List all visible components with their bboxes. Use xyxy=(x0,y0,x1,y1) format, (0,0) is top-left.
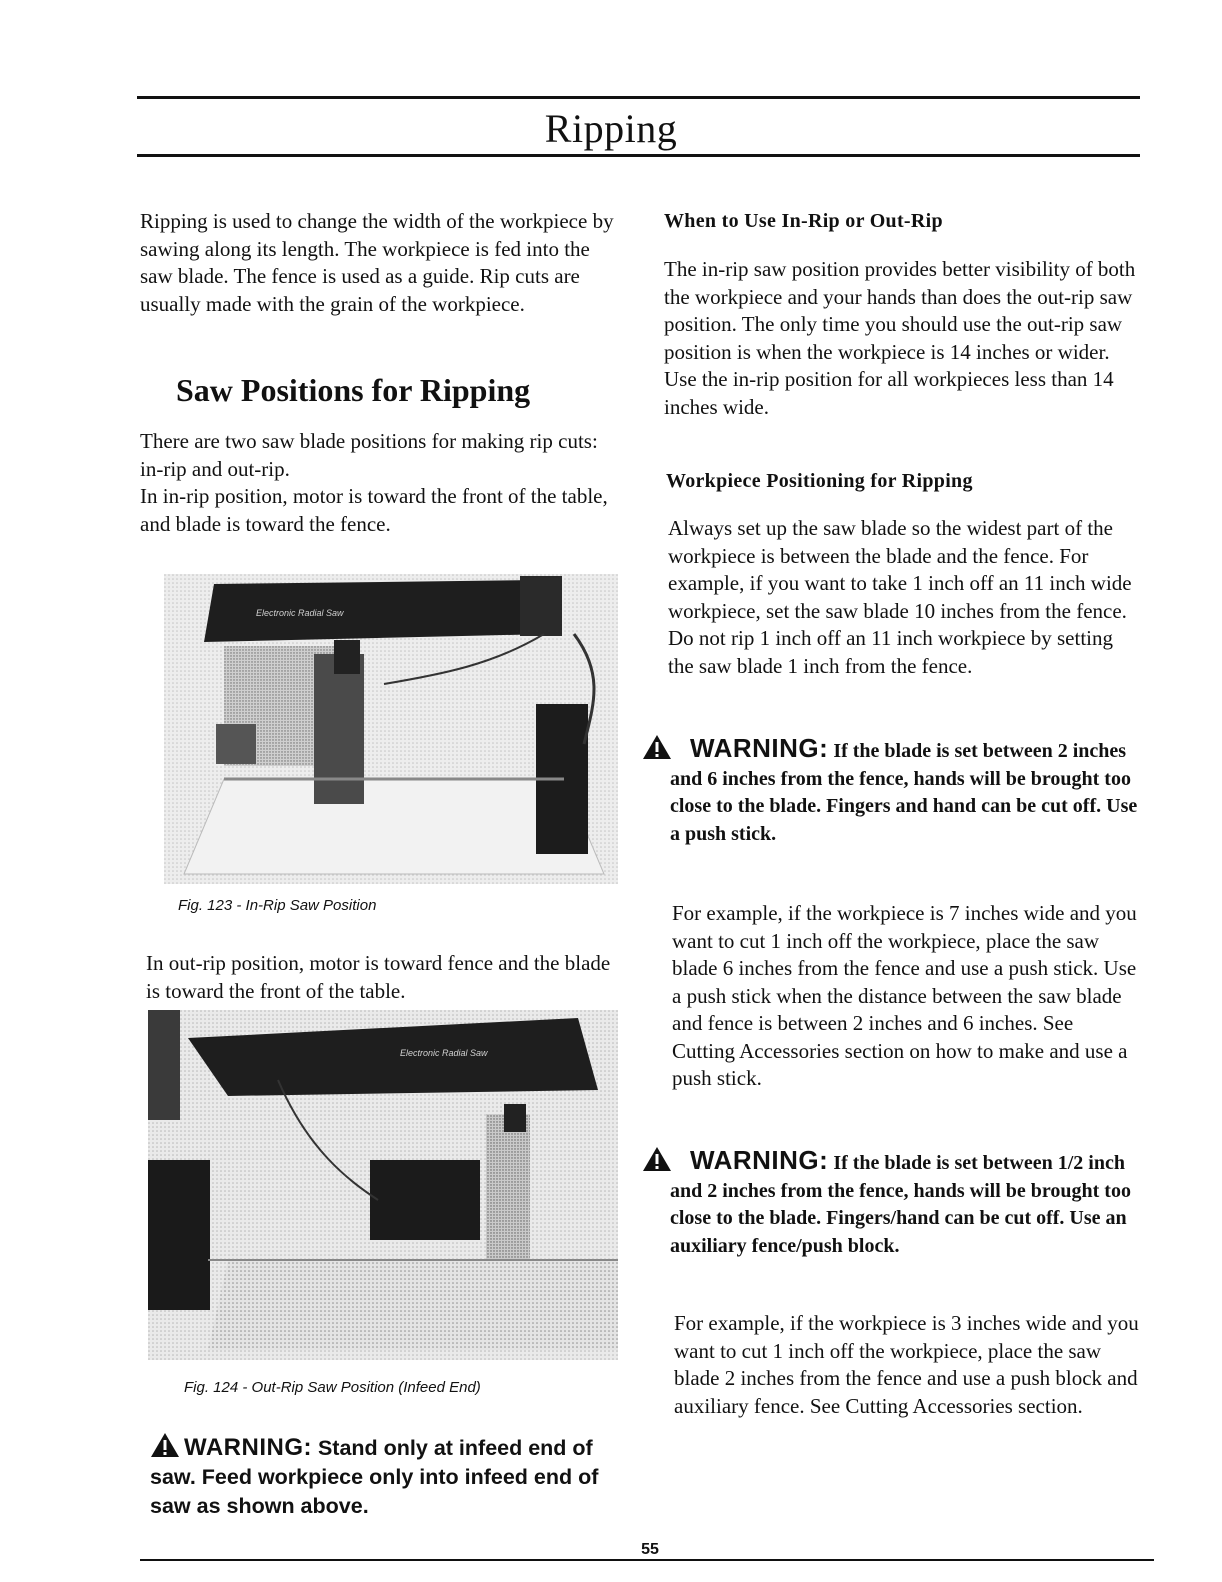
left-positions-block xyxy=(140,428,618,538)
right-warning-1 xyxy=(656,734,1140,848)
positions-paragraph: There are two saw blade positions for making rip cuts: in-rip and out-rip. xyxy=(140,429,598,481)
left-warning-label: WARNING: xyxy=(184,1434,312,1461)
outrip-paragraph: In out-rip position, motor is toward fence and the blade is toward the front of the table. xyxy=(146,951,611,1003)
positioning-heading: Workpiece Positioning for Ripping xyxy=(666,470,973,492)
intro-paragraph: Ripping is used to change the width of the workpiece by sawing along its length. The workpiece is fed into the saw blade. The fence is used as a guide. Rip cuts are usually made with the grain of the workpiece. xyxy=(140,209,614,316)
fig1-caption: Fig. 123 - In-Rip Saw Position xyxy=(178,897,377,914)
fig2-photo-label: Electronic Radial Saw xyxy=(400,1048,488,1058)
left-heading-block xyxy=(176,370,616,410)
when-paragraph: The in-rip saw position provides better visibility of both the workpiece and your hands than does the out-rip saw position. The only time you should use the out-rip saw position is when the workpiece is 14 inches or wider. Use the in-rip position for all workpieces less than 14 inches wide. xyxy=(664,257,1136,419)
fig1-caption-block xyxy=(178,896,578,916)
left-column xyxy=(140,208,618,318)
right-warning-2 xyxy=(656,1146,1140,1260)
example2-paragraph: For example, if the workpiece is 3 inches wide and you want to cut 1 inch off the workpiece, place the saw blade 2 inches from the fence and use a push block and auxiliary fence. See Cutting Accessories section. xyxy=(674,1311,1139,1418)
top-rule xyxy=(137,96,1140,99)
left-warning-block xyxy=(150,1432,624,1521)
right-warning-2-label: WARNING: xyxy=(690,1145,829,1175)
example2-block xyxy=(674,1310,1140,1420)
when-text-block xyxy=(664,256,1138,421)
right-warning-2-text: If the blade is set between 1/2 inch and 2 inches from the fence, hands will be brought too close to the blade. Fingers/hand can be cut off. Use an auxiliary fence/push block. xyxy=(670,1152,1131,1257)
out-rip-saw-photo xyxy=(148,1010,618,1360)
page-number: 55 xyxy=(641,1541,659,1558)
footer-rule xyxy=(140,1559,1154,1561)
right-column xyxy=(664,208,1138,234)
warning-triangle-icon xyxy=(656,1146,686,1172)
left-warning xyxy=(150,1432,624,1521)
fig2-caption: Fig. 124 - Out-Rip Saw Position (Infeed End) xyxy=(184,1379,481,1396)
right-warning1-block xyxy=(656,734,1140,848)
page-title: Ripping xyxy=(544,106,678,151)
warning-triangle-icon xyxy=(656,734,686,760)
positioning-text-block xyxy=(668,515,1140,680)
in-rip-saw-illustration xyxy=(164,574,618,884)
right-warning-1-text: If the blade is set between 2 inches and 6 inches from the fence, hands will be brought too close to the blade. Fingers and hand can be cut off. Use a push stick. xyxy=(670,740,1138,845)
out-rip-saw-illustration xyxy=(148,1010,618,1360)
fig1-photo-label: Electronic Radial Saw xyxy=(256,608,344,618)
section-heading: Saw Positions for Ripping xyxy=(176,372,531,408)
left-warning-text: Stand only at infeed end of saw. Feed workpiece only into infeed end of saw as shown above. xyxy=(150,1436,599,1518)
in-rip-saw-photo xyxy=(164,574,618,884)
example1-block xyxy=(672,900,1140,1093)
positioning-heading-block xyxy=(666,468,1140,494)
example1-paragraph: For example, if the workpiece is 7 inches wide and you want to cut 1 inch off the workpiece, place the saw blade 6 inches from the fence and use a push stick. Use a push stick when the distance between the saw blade and fence is between 2 inches and 6 inches. See Cutting Accessories section on how to make and use a push stick. xyxy=(672,901,1137,1090)
inrip-paragraph: In in-rip position, motor is toward the front of the table, and blade is toward the fence. xyxy=(140,484,608,536)
right-warning-1-label: WARNING: xyxy=(690,733,829,763)
title-rule xyxy=(137,154,1140,157)
when-heading: When to Use In-Rip or Out-Rip xyxy=(664,210,943,232)
positioning-paragraph: Always set up the saw blade so the widest part of the workpiece is between the blade and the fence. For example, if you want to take 1 inch off an 11 inch wide workpiece, set the saw blade 10 inches from the fence. Do not rip 1 inch off an 11 inch workpiece by setting the saw blade 1 inch from the fence. xyxy=(668,516,1132,678)
warning-triangle-icon xyxy=(150,1432,180,1458)
right-warning2-block xyxy=(656,1146,1140,1260)
fig2-caption-block xyxy=(184,1378,604,1398)
outrip-block xyxy=(146,950,624,1005)
